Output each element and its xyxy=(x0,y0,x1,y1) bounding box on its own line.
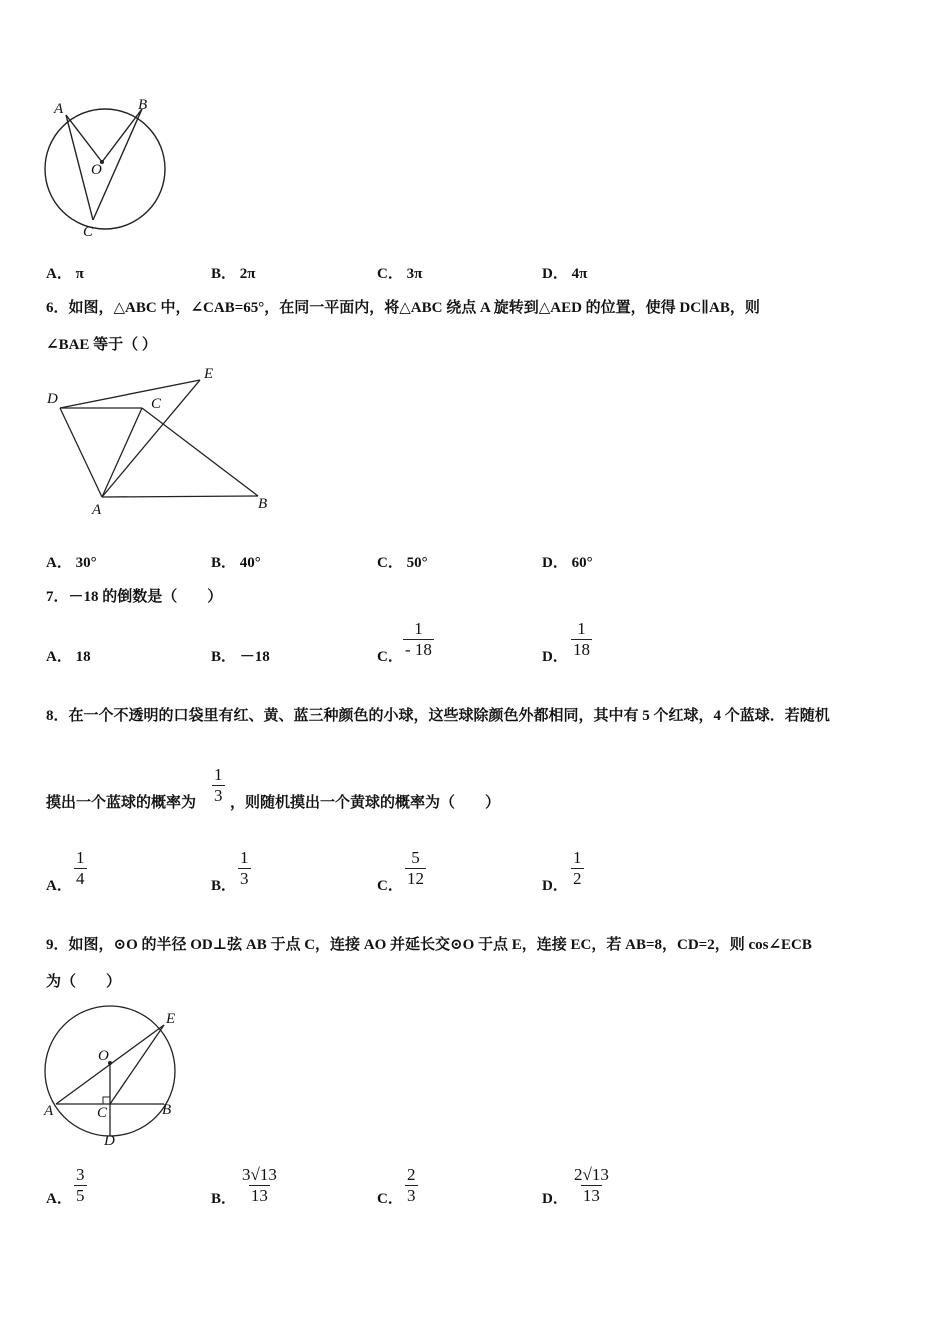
label-C: C xyxy=(97,1105,108,1121)
q5-option-c[interactable]: C． 3π xyxy=(377,266,423,282)
label-C: C xyxy=(83,224,94,240)
q8-option-b-fraction[interactable]: $\frac{1}{3}$ xyxy=(240,848,249,888)
q9-option-c-letter[interactable]: C． xyxy=(377,1191,403,1207)
label-B: B xyxy=(138,97,148,113)
q8-stem-fraction: $\frac{1}{3}$ xyxy=(214,765,223,805)
q7-option-b[interactable]: B． －18 xyxy=(211,649,270,665)
q7-option-d-letter[interactable]: D． xyxy=(542,649,568,665)
q9-option-c-fraction[interactable]: $\frac{2}{3}$ xyxy=(407,1165,416,1205)
q8-option-d-fraction[interactable]: $\frac{1}{2}$ xyxy=(573,848,582,888)
label-D: D xyxy=(47,391,58,407)
q6-stem-line2: ∠BAE 等于（ ） xyxy=(46,337,157,353)
q7-option-a[interactable]: A． 18 xyxy=(46,649,91,665)
circle-figure-q5 xyxy=(38,92,178,242)
q8-option-a-fraction[interactable]: $\frac{1}{4}$ xyxy=(76,848,85,888)
q6-option-b[interactable]: B． 40° xyxy=(211,555,261,571)
circle-figure-q9 xyxy=(40,995,185,1150)
q7-option-c-letter[interactable]: C． xyxy=(377,649,403,665)
q9-stem-line1: 9．如图，⊙O 的半径 OD⊥弦 AB 于点 C，连接 AO 并延长交⊙O 于点 E，连接 EC，若 AB=8，CD=2，则 cos∠ECB xyxy=(46,937,812,953)
q6-option-d[interactable]: D． 60° xyxy=(542,555,593,571)
label-O: O xyxy=(91,162,102,178)
label-E: E xyxy=(166,1011,176,1027)
q9-option-b-letter[interactable]: B． xyxy=(211,1191,237,1207)
q5-option-b[interactable]: B． 2π xyxy=(211,266,256,282)
q8-stem-line2-pre: 摸出一个蓝球的概率为 xyxy=(46,795,197,811)
q8-option-c-letter[interactable]: C． xyxy=(377,878,403,894)
q6-stem-line1: 6．如图，△ABC 中，∠CAB=65°，在同一平面内，将△ABC 绕点 A 旋转到△AED 的位置，使得 DC∥AB，则 xyxy=(46,300,760,316)
triangle-figure-q6 xyxy=(40,360,280,520)
q6-option-a[interactable]: A． 30° xyxy=(46,555,97,571)
label-A: A xyxy=(92,502,102,518)
q8-stem-line1: 8．在一个不透明的口袋里有红、黄、蓝三种颜色的小球，这些球除颜色外都相同，其中有 5 个红球，4 个蓝球．若随机 xyxy=(46,708,830,724)
label-O: O xyxy=(98,1048,109,1064)
q5-option-d[interactable]: D． 4π xyxy=(542,266,588,282)
q7-option-d-fraction[interactable]: $\frac{1}{18}$ xyxy=(573,619,590,659)
q9-option-d-letter[interactable]: D． xyxy=(542,1191,568,1207)
q9-option-b-fraction[interactable]: $\frac{3√13}{13}$ xyxy=(242,1165,277,1205)
q7-stem: 7．－18 的倒数是（ ） xyxy=(46,589,223,605)
label-D: D xyxy=(104,1133,115,1149)
q8-option-b-letter[interactable]: B． xyxy=(211,878,237,894)
label-A: A xyxy=(44,1103,54,1119)
q9-stem-line2: 为（ ） xyxy=(46,974,122,990)
q7-option-c-fraction[interactable]: $\frac{1}{- 18}$ xyxy=(405,619,432,659)
q8-stem-line2-post: ，则随机摸出一个黄球的概率为（ ） xyxy=(230,795,501,811)
q6-option-c[interactable]: C． 50° xyxy=(377,555,428,571)
q8-option-d-letter[interactable]: D． xyxy=(542,878,568,894)
label-B: B xyxy=(162,1102,172,1118)
label-C: C xyxy=(151,396,162,412)
q9-option-a-fraction[interactable]: $\frac{3}{5}$ xyxy=(76,1165,85,1205)
label-A: A xyxy=(54,101,64,117)
q9-option-a-letter[interactable]: A． xyxy=(46,1191,72,1207)
label-E: E xyxy=(204,366,214,382)
q8-option-a-letter[interactable]: A． xyxy=(46,878,72,894)
q9-option-d-fraction[interactable]: $\frac{2√13}{13}$ xyxy=(574,1165,609,1205)
q8-option-c-fraction[interactable]: $\frac{5}{12}$ xyxy=(407,848,424,888)
label-B: B xyxy=(258,496,268,512)
q5-option-a[interactable]: A． π xyxy=(46,266,84,282)
